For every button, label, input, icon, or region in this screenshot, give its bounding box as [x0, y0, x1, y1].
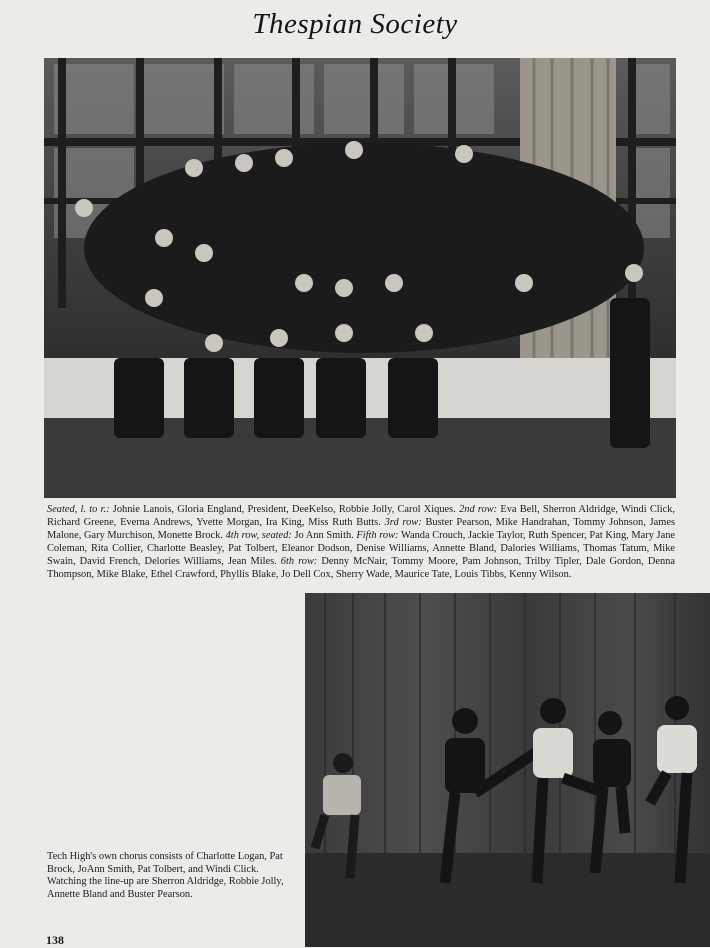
page-number: 138 — [46, 933, 64, 947]
caption-names: Denny McNair, Tommy Moore, Pam Johnson, Trilby Tipler, Dale Gordon, Denna Thompson, Mike Blake, Ethel Crawford, Phyllis Blake, Jo Dell Cox, Sherry Wade, Maurice Tate, Louis Tibbs, Kenny Wilson. — [47, 556, 675, 580]
group-photo-illustration — [44, 58, 676, 498]
caption-names: Eva Bell, Sherron Aldridge, Windi Click, Richard Greene, Everna Andrews, Yvette Morgan, Ira King, Miss Ruth Butts. — [47, 504, 675, 528]
caption-row-label: Fifth row: — [356, 530, 399, 541]
caption-names: Jo Ann Smith. — [291, 530, 357, 541]
caption-row-label: 3rd row: — [384, 517, 422, 528]
caption-row-label: 6th row: — [280, 556, 318, 567]
group-photo — [44, 58, 676, 498]
caption-names: Wanda Crouch, Jackie Taylor, Ruth Spencer, Pat King, Mary Jane Coleman, Rita Collier, Charlotte Beasley, Pat Tolbert, Eleanor Dodson, Denise Williams, Annette Bland, Dalories Williams, Thomas Tatum, Mike Swain, David French, Delories Williams, Jean Miles. — [47, 530, 676, 567]
page-title: Thespian Society — [252, 8, 458, 40]
group-photo-caption — [47, 503, 675, 581]
chorus-photo-caption: Tech High's own chorus consists of Charlotte Logan, Pat Brock, JoAnn Smith, Pat Tolbert, and Windi Click. Watching the line-up are Sherron Aldridge, Robbie Jolly, Annette Bland and Buster Pearson. — [47, 851, 284, 900]
caption-names: Johnie Lanois, Gloria England, President, DeeKelso, Robbie Jolly, Carol Xiques. — [109, 504, 460, 515]
caption-row-label: 4th row, seated: — [225, 530, 292, 541]
chorus-photo — [305, 593, 710, 947]
caption-row-label: 2nd row: — [459, 504, 498, 515]
caption-row-label: Seated, l. to r.: — [47, 504, 110, 515]
chorus-photo-illustration — [305, 593, 710, 947]
caption-names: Buster Pearson, Mike Handrahan, Tommy Johnson, James Malone, Gary Murchison, Monette Brock. — [47, 517, 676, 541]
